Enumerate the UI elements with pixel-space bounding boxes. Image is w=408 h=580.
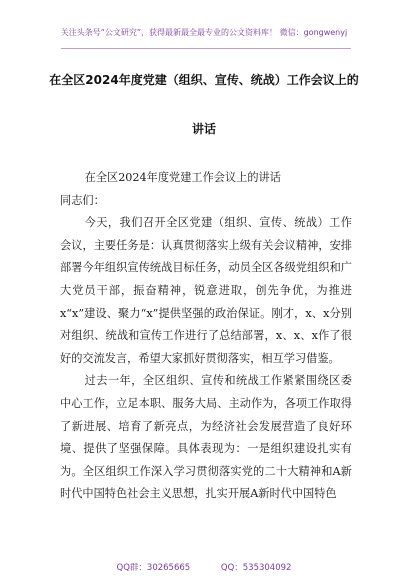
speech-subtitle: 在全区2024年度党建工作会议上的讲话 xyxy=(84,171,281,184)
document-title-continued: 讲话 xyxy=(191,122,216,136)
footer-qq-number: QQ：535304092 xyxy=(220,563,292,573)
body-paragraph: 过去一年，全区组织、宣传和统战工作紧紧围绕区委中心工作，立足本职、服务大局、主动作为，各项工作取得了新进展、培育了新亮点，为经济社会发展营造了良好环境、提供了坚强保障。具体表现为：一是组织建设扎实有为。全区组织工作深入学习贯彻落实党的二十大精神和A新时代中国特色社会主义思想，扎实开展A新时代中国特色 xyxy=(60,374,352,501)
header-divider xyxy=(61,48,351,49)
footer-contact xyxy=(0,561,408,573)
document-body xyxy=(60,167,352,506)
body-paragraph: 今天，我们召开全区党建（组织、宣传、统战）工作会议，主要任务是：认真贯彻落实上级有关会议精神，安排部署今年组织宣传统战目标任务，动员全区各级党组织和广大党员干部，振奋精神，锐意进取，创先争优，为推进x“x”建设、聚力“x”提供坚强的政治保证。刚才，x、x分别对组织、统战和宣传工作进行了总结部署，x、x、x作了很好的交流发言，希望大家抓好贯彻落实，相互学习借鉴。 xyxy=(60,216,352,365)
header-banner: 关注头条号“公文研究”，获得最新最全最专业的公文资料库！ 微信：gongwenyj xyxy=(60,28,348,37)
salutation: 同志们： xyxy=(60,193,105,207)
footer-qq-group: QQ群：30265665 xyxy=(116,563,191,573)
document-title: 在全区2024年度党建（组织、宣传、统战）工作会议上的 xyxy=(49,73,359,87)
